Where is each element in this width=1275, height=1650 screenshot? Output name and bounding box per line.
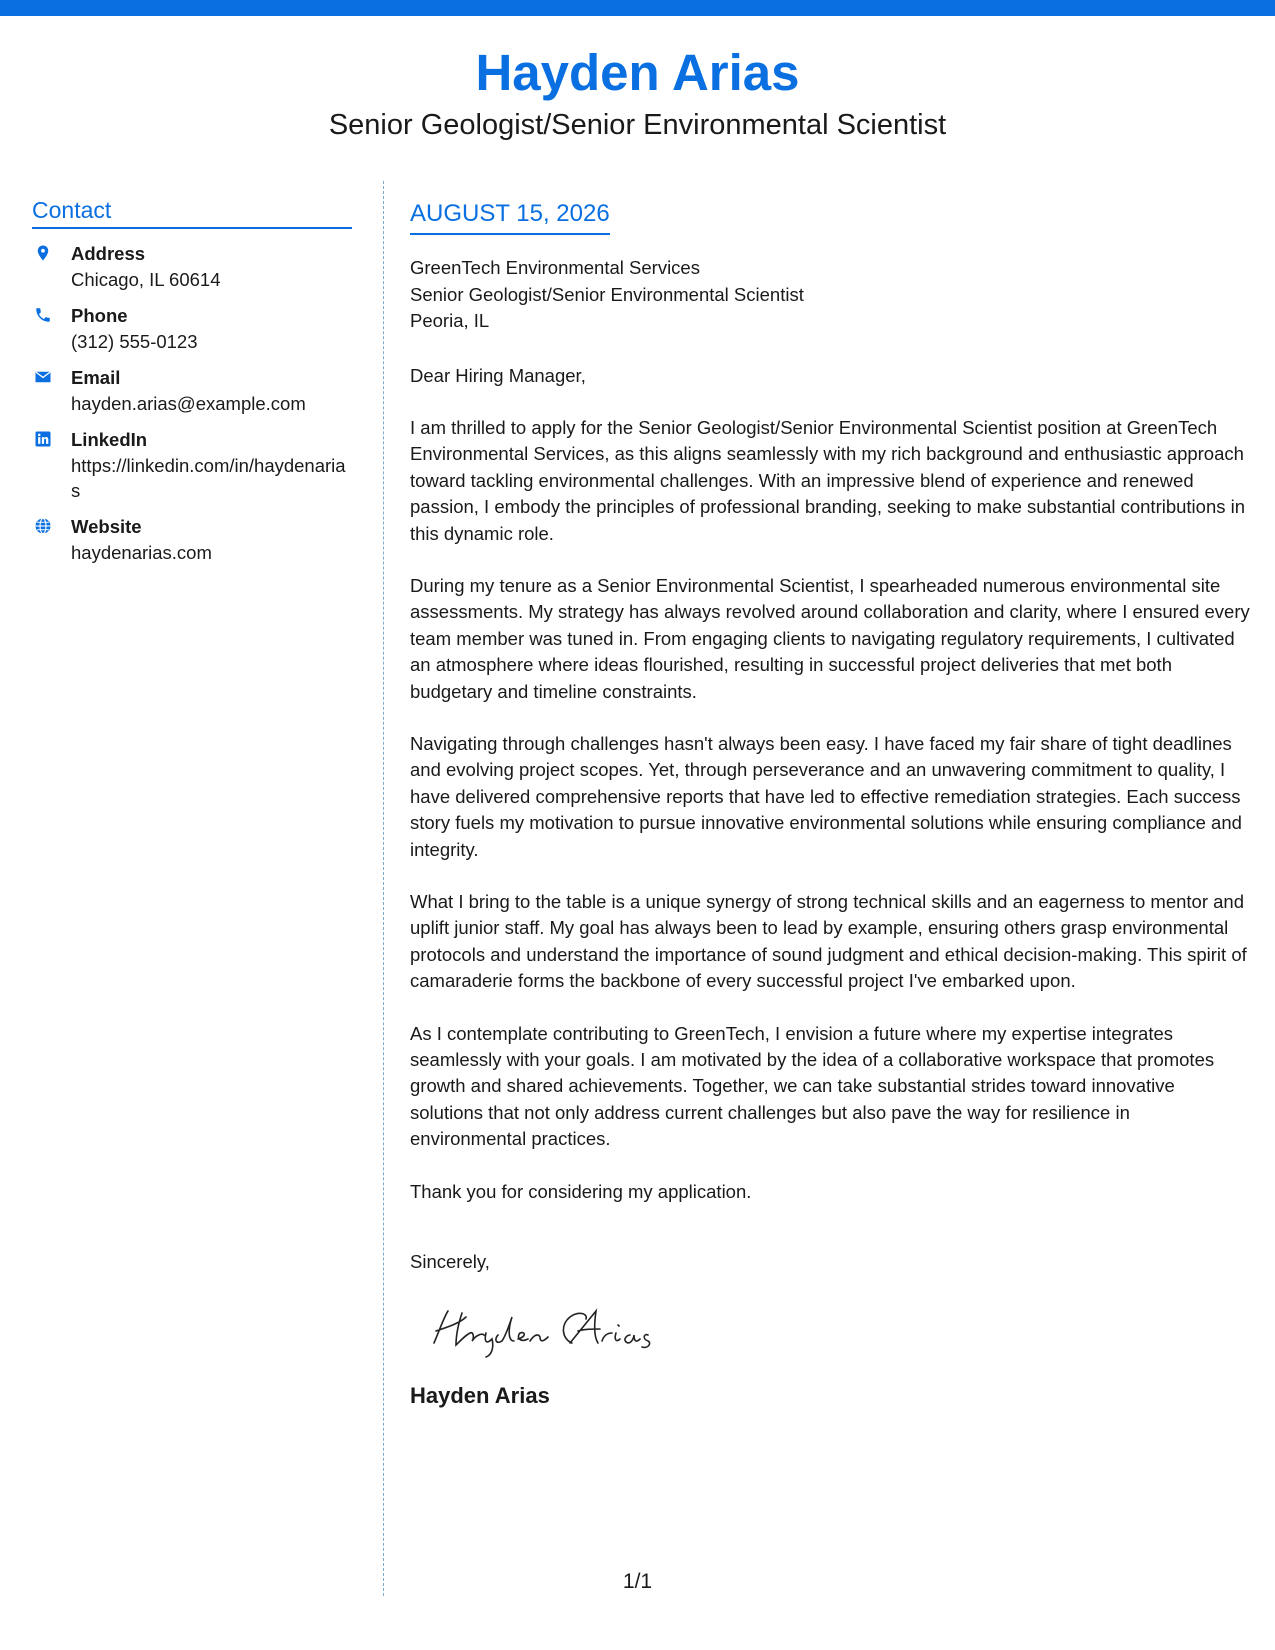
signer-name: Hayden Arias bbox=[410, 1383, 550, 1409]
letter-date: AUGUST 15, 2026 bbox=[410, 198, 610, 235]
recipient-block bbox=[410, 255, 1250, 335]
letter-paragraph: What I bring to the table is a unique synergy of strong technical skills and an eagerness to mentor and uplift junior staff. My goal has always been to lead by example, ensuring others grasp environmental protocols and understand the importance of sound judgment and ethical decision-making. This spirit of camaraderie forms the backbone of every successful project I've embarked upon. bbox=[410, 891, 1247, 992]
letter-paragraph: Navigating through challenges hasn't always been easy. I have faced my fair share of tight deadlines and evolving project scopes. Yet, through perseverance and an unwavering commitment to quality, I have delivered comprehensive reports that have led to effective remediation strategies. Each success story fuels my motivation to pursue innovative environmental solutions while ensuring compliance and integrity. bbox=[410, 732, 1242, 860]
contact-label: LinkedIn bbox=[71, 429, 148, 450]
letter-paragraph: As I contemplate contributing to GreenTech, I envision a future where my expertise integrates seamlessly with your goals. I am motivated by the idea of a collaborative workspace that promotes growth and shared achievements. Together, we can take substantial strides toward innovative solutions that not only address current challenges but also pave the way for resilience in environmental practices. bbox=[410, 1022, 1215, 1150]
globe-icon bbox=[34, 517, 52, 535]
phone-icon bbox=[34, 306, 52, 324]
location-pin-icon bbox=[34, 244, 52, 262]
contact-value: hayden.arias@example.com bbox=[71, 393, 306, 414]
contact-linkedin bbox=[32, 427, 352, 503]
recipient-position: Senior Geologist/Senior Environmental Scientist bbox=[410, 283, 804, 305]
recipient-company: GreenTech Environmental Services bbox=[410, 257, 700, 278]
contact-value: Chicago, IL 60614 bbox=[71, 269, 221, 290]
recipient-location: Peoria, IL bbox=[410, 310, 490, 331]
contact-value: (312) 555-0123 bbox=[71, 331, 198, 352]
page-header bbox=[0, 40, 1275, 144]
letter-body bbox=[410, 198, 1250, 1411]
applicant-title: Senior Geologist/Senior Environmental Scientist bbox=[328, 109, 947, 141]
contact-label: Phone bbox=[71, 305, 128, 326]
salutation: Dear Hiring Manager, bbox=[410, 364, 586, 386]
letter-paragraph: During my tenure as a Senior Environmental Scientist, I spearheaded numerous environmental site assessments. My strategy has always revolved around collaboration and clarity, where I ensured every team member was tuned in. From engaging clients to navigating regulatory requirements, I cultivated an atmosphere where ideas flourished, resulting in successful project deliveries that met both budgetary and timeline constraints. bbox=[410, 574, 1250, 702]
closing: Sincerely, bbox=[410, 1251, 490, 1273]
contact-address bbox=[32, 241, 352, 292]
contact-sidebar bbox=[32, 196, 352, 576]
page-number: 1/1 bbox=[622, 1570, 653, 1593]
contact-label: Address bbox=[71, 243, 146, 264]
contact-heading: Contact bbox=[32, 196, 352, 229]
contact-email bbox=[32, 365, 352, 416]
letter-paragraph: Thank you for considering my application. bbox=[410, 1180, 752, 1202]
contact-label: Email bbox=[71, 367, 121, 388]
contact-phone bbox=[32, 303, 352, 354]
contact-website bbox=[32, 514, 352, 565]
linkedin-icon bbox=[34, 430, 52, 448]
handwritten-signature bbox=[422, 1299, 662, 1359]
contact-value: https://linkedin.com/in/haydenarias bbox=[71, 455, 346, 501]
top-accent-bar bbox=[0, 0, 1275, 16]
column-divider bbox=[383, 181, 384, 1596]
signature-block bbox=[410, 1249, 1250, 1411]
contact-value: haydenarias.com bbox=[71, 542, 212, 563]
applicant-name: Hayden Arias bbox=[475, 44, 800, 101]
letter-paragraph: I am thrilled to apply for the Senior Geologist/Senior Environmental Scientist position at GreenTech Environmental Services, as this aligns seamlessly with my rich background and enthusiastic approach toward tackling environmental challenges. With an impressive blend of experience and renewed passion, I embody the principles of professional branding, seeking to make substantial contributions in this dynamic role. bbox=[410, 416, 1246, 544]
email-icon bbox=[34, 368, 52, 386]
contact-label: Website bbox=[71, 516, 142, 537]
